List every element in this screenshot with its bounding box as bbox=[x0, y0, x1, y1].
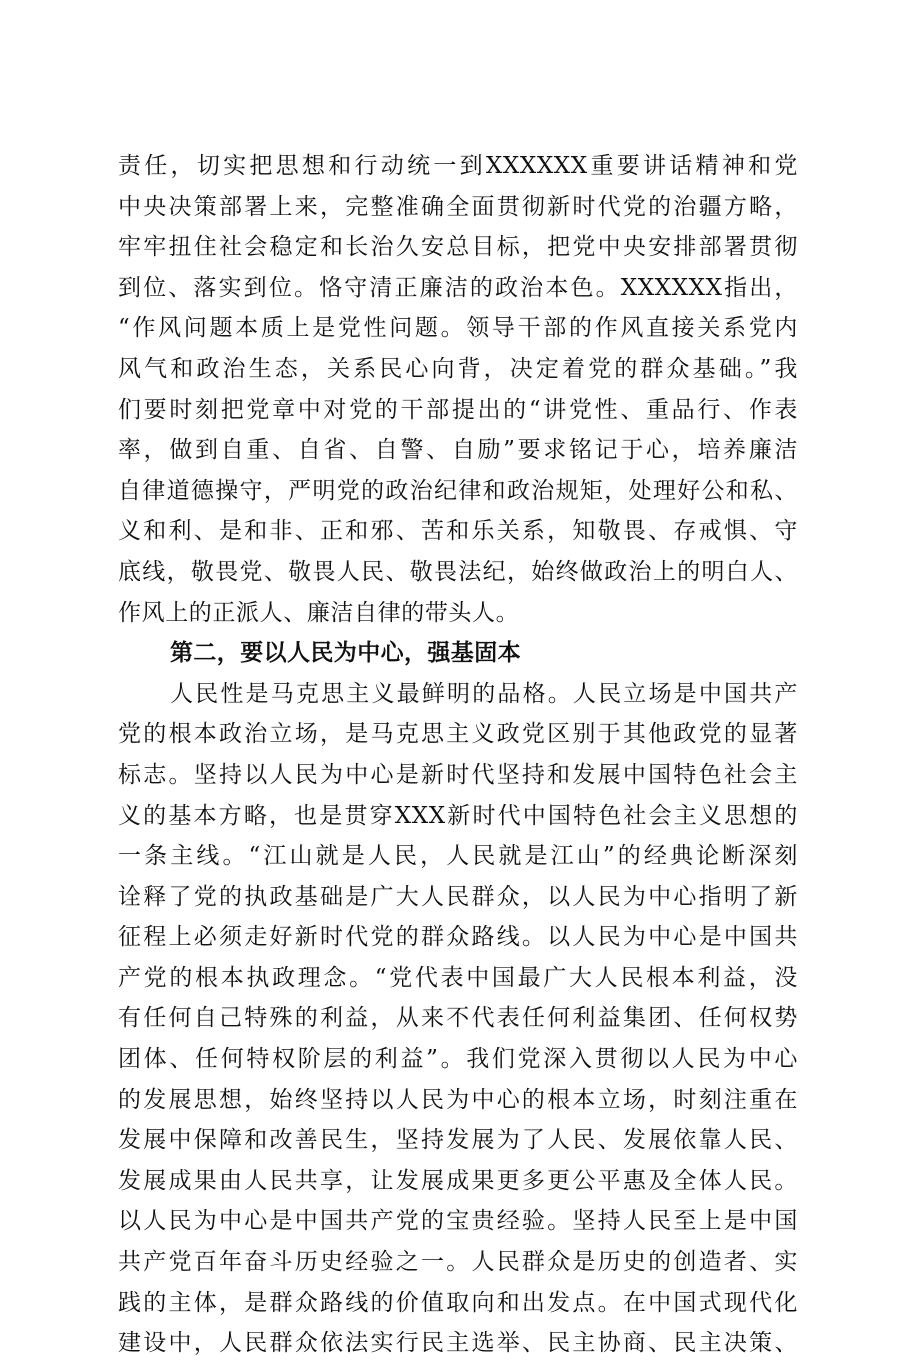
paragraph-line: 自律道德操守，严明党的政治纪律和政治规矩，处理好公和私、 bbox=[118, 477, 798, 504]
paragraph-line: 党的根本政治立场，是马克思主义政党区别于其他政党的显著 bbox=[118, 721, 798, 748]
paragraph-line: 有任何自己特殊的利益，从来不代表任何利益集团、任何权势 bbox=[118, 1005, 798, 1032]
body-text bbox=[118, 146, 798, 1364]
paragraph-line: 践的主体，是群众路线的价值取向和出发点。在中国式现代化 bbox=[118, 1289, 798, 1316]
paragraph-line: 的发展思想，始终坚持以人民为中心的根本立场，时刻注重在 bbox=[118, 1086, 798, 1113]
paragraph-line: 中央决策部署上来，完整准确全面贯彻新时代党的治疆方略， bbox=[118, 193, 798, 220]
paragraph-line: “作风问题本质上是党性问题。领导干部的作风直接关系党内 bbox=[118, 315, 798, 342]
paragraph-line: 义和利、是和非、正和邪、苦和乐关系，知敬畏、存戒惧、守 bbox=[118, 518, 798, 545]
paragraph-line: 一条主线。“江山就是人民，人民就是江山”的经典论断深刻 bbox=[118, 843, 798, 870]
paragraph-line: 团体、任何特权阶层的利益”。我们党深入贯彻以人民为中心 bbox=[118, 1046, 798, 1073]
paragraph-line: 标志。坚持以人民为中心是新时代坚持和发展中国特色社会主 bbox=[118, 761, 798, 788]
paragraph-line: 征程上必须走好新时代党的群众路线。以人民为中心是中国共 bbox=[118, 924, 798, 951]
paragraph-line: 底线，敬畏党、敬畏人民、敬畏法纪，始终做政治上的明白人、 bbox=[118, 558, 798, 585]
paragraph-line: 们要时刻把党章中对党的干部提出的“讲党性、重品行、作表 bbox=[118, 396, 798, 423]
paragraph-line: 牢牢扭住社会稳定和长治久安总目标，把党中央安排部署贯彻 bbox=[118, 234, 798, 261]
paragraph-line: 发展中保障和改善民生，坚持发展为了人民、发展依靠人民、 bbox=[118, 1127, 798, 1154]
paragraph-line: 率，做到自重、自省、自警、自励”要求铭记于心，培养廉洁 bbox=[118, 437, 798, 464]
paragraph-line: 诠释了党的执政基础是广大人民群众，以人民为中心指明了新 bbox=[118, 883, 798, 910]
section-heading: 第二，要以人民为中心，强基固本 bbox=[170, 640, 521, 667]
paragraph-line: 责任，切实把思想和行动统一到XXXXXX重要讲话精神和党 bbox=[118, 153, 798, 179]
paragraph-line: 建设中，人民群众依法实行民主选举、民主协商、民主决策、 bbox=[118, 1330, 798, 1357]
paragraph-line: 到位、落实到位。恪守清正廉洁的政治本色。XXXXXX指出， bbox=[118, 274, 798, 301]
paragraph-line: 发展成果由人民共享，让发展成果更多更公平惠及全体人民。 bbox=[118, 1167, 798, 1194]
paragraph-line: 风气和政治生态，关系民心向背，决定着党的群众基础。”我 bbox=[118, 355, 798, 382]
paragraph-line: 义的基本方略，也是贯穿XXX新时代中国特色社会主义思想的 bbox=[118, 802, 798, 829]
paragraph-line: 人民性是马克思主义最鲜明的品格。人民立场是中国共产 bbox=[170, 680, 798, 707]
paragraph-line: 共产党百年奋斗历史经验之一。人民群众是历史的创造者、实 bbox=[118, 1249, 798, 1276]
paragraph-line: 产党的根本执政理念。“党代表中国最广大人民根本利益，没 bbox=[118, 964, 798, 991]
paragraph-line: 以人民为中心是中国共产党的宝贵经验。坚持人民至上是中国 bbox=[118, 1208, 798, 1235]
paragraph-line: 作风上的正派人、廉洁自律的带头人。 bbox=[118, 599, 520, 626]
